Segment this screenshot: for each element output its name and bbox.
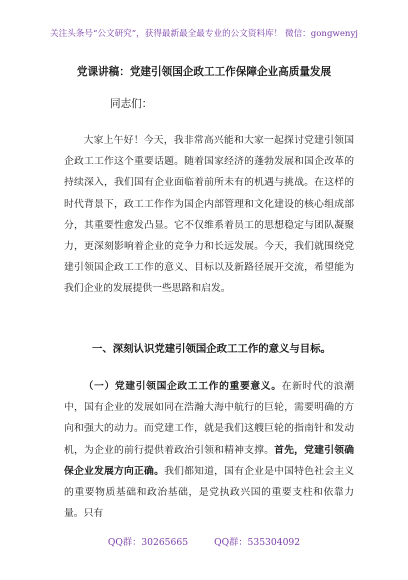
header-banner: 关注头条号“公文研究”，获得最新最全最专业的公文资料库！ 微信：gongwenyj	[50, 29, 358, 39]
section-heading: 一、深刻认识党建引领国企政工工作的意义与目标。	[92, 343, 331, 355]
paragraph-text-2: 我们都知道，国有企业是中国特色社会主义的重要物质基础和政治基础，是党执政兴国的重要支柱和依靠力量。只有	[64, 465, 355, 520]
footer-contacts	[0, 534, 408, 548]
salutation: 同志们：	[110, 98, 153, 110]
significance-paragraph	[64, 376, 354, 524]
paragraph-text-1: 在新时代的浪潮中，国有企业的发展如同在浩瀚大海中航行的巨轮，需要明确的方向和强大的动力。而党建工作，就是我们这艘巨轮的指南针和发动机，为企业的前行提供着政治引领和精神支撑。	[64, 381, 355, 456]
qq-group-1: QQ群：30265665	[107, 537, 189, 548]
document-title: 党课讲稿：党建引领国企政工工作保障企业高质量发展	[76, 66, 332, 78]
subsection-lead: （一）党建引领国企政工工作的重要意义。	[83, 381, 282, 392]
qq-group-2: QQ群：535304092	[214, 537, 301, 548]
emphasis-text: 首先，党建引领确保企业发展方向正确。	[64, 444, 355, 477]
intro-paragraph	[64, 130, 354, 300]
significance-text	[64, 376, 354, 524]
intro-text: 大家上午好！今天，我非常高兴能和大家一起探讨党建引领国企政工工作这个重要话题。随着国家经济的蓬勃发展和国企改革的持续深入，我们国有企业面临着前所未有的机遇与挑战。在这样的时代背景下，政工工作作为国企内部管理和文化建设的核心组成部分，其重要性愈发凸显。它不仅维系着员工的思想稳定与团队凝聚力，更深刻影响着企业的竞争力和长远发展。今天，我们就围绕党建引领国企政工工作的意义、目标以及新路径展开交流，希望能为我们企业的发展提供一些思路和启发。	[64, 135, 354, 295]
